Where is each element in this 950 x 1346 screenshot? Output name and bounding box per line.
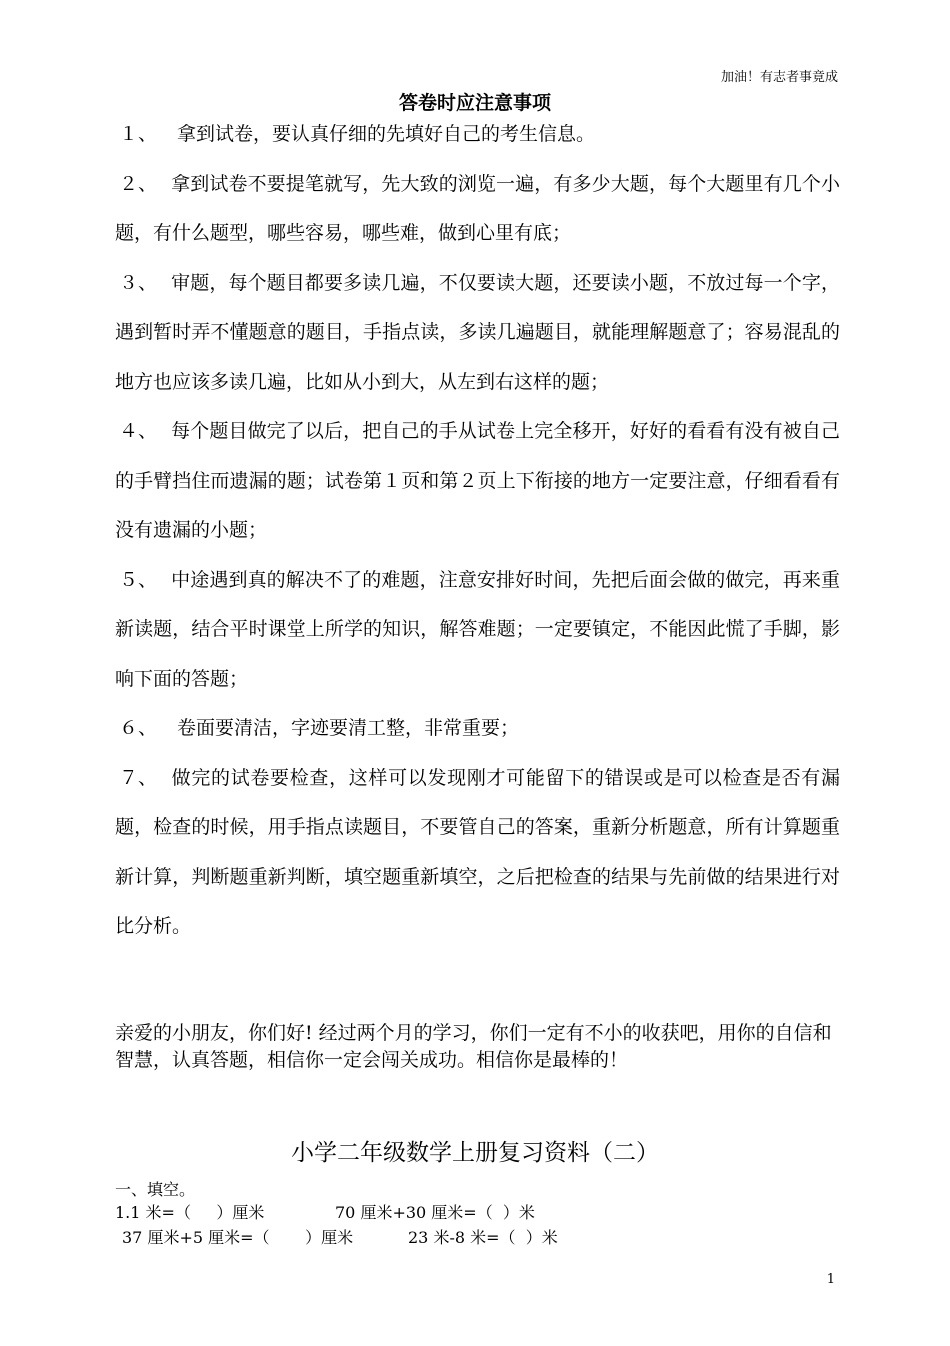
question-item: 1.1 米=（ ）厘米 — [115, 1203, 265, 1222]
item-text: 每个题目做完了以后，把自己的手从试卷上完全移开，好好的看看有没有被自己的手臂挡住而遗漏的题；试卷第１页和第２页上下衔接的地方一定要注意，仔细看看有没有遗漏的小题； — [115, 420, 840, 541]
notice-item-4 — [115, 407, 840, 556]
header-motto: 加油！有志者事竟成 — [720, 70, 838, 85]
greeting-paragraph: 亲爱的小朋友，你们好! 经过两个月的学习，你们一定有不小的收获吧，用你的自信和智慧，认真答题，相信你一定会闯关成功。相信你是最棒的！ — [115, 1022, 832, 1071]
notice-item-3 — [115, 259, 840, 408]
item-number: ７、 — [119, 766, 158, 789]
item-text: 卷面要清洁，字迹要清工整，非常重要； — [171, 717, 520, 739]
question-item: 37 厘米+5 厘米=（ ）厘米 — [122, 1228, 354, 1247]
question-item: 70 厘米+30 厘米=（ ）米 — [335, 1203, 535, 1222]
notice-item-7 — [115, 754, 840, 952]
review-title: 小学二年级数学上册复习资料（二） — [291, 1140, 659, 1166]
item-text: 做完的试卷要检查，这样可以发现刚才可能留下的错误或是可以检查是否有漏题，检查的时候，用手指点读题目，不要管自己的答案，重新分析题意，所有计算题重新计算，判断题重新判断，填空题重新填空，之后把检查的结果与先前做的结果进行对比分析。 — [115, 766, 840, 937]
item-number: ５、 — [119, 568, 158, 591]
section-heading-fill-blank: 一、填空。 — [115, 1180, 196, 1199]
notice-item-6 — [115, 704, 840, 754]
item-text: 拿到试卷，要认真仔细的先填好自己的考生信息。 — [171, 123, 596, 145]
item-number: ４、 — [119, 420, 158, 442]
notice-title: 答卷时应注意事项 — [398, 92, 551, 114]
notice-list — [115, 110, 840, 952]
notice-item-5 — [115, 556, 840, 705]
item-number: ３、 — [119, 271, 158, 294]
notice-item-2 — [115, 160, 840, 259]
item-number: １、 — [119, 123, 158, 145]
item-text: 审题，每个题目都要多读几遍，不仅要读大题，还要读小题，不放过每一个字，遇到暂时弄不懂题意的题目，手指点读，多读几遍题目，就能理解题意了；容易混乱的地方也应该多读几遍，比如从小到大，从左到右这样的题； — [115, 271, 840, 393]
item-text: 拿到试卷不要提笔就写，先大致的浏览一遍，有多少大题，每个大题里有几个小题，有什么题型，哪些容易，哪些难，做到心里有底； — [115, 172, 840, 244]
item-text: 中途遇到真的解决不了的难题，注意安排好时间，先把后面会做的做完，再来重新读题，结合平时课堂上所学的知识，解答难题；一定要镇定，不能因此慌了手脚，影响下面的答题； — [115, 568, 840, 690]
item-number: ２、 — [119, 172, 158, 195]
item-number: ６、 — [119, 717, 158, 739]
question-item: 23 米-8 米=（ ）米 — [408, 1228, 558, 1247]
page-number: 1 — [826, 1272, 835, 1287]
notice-item-1 — [115, 110, 840, 160]
